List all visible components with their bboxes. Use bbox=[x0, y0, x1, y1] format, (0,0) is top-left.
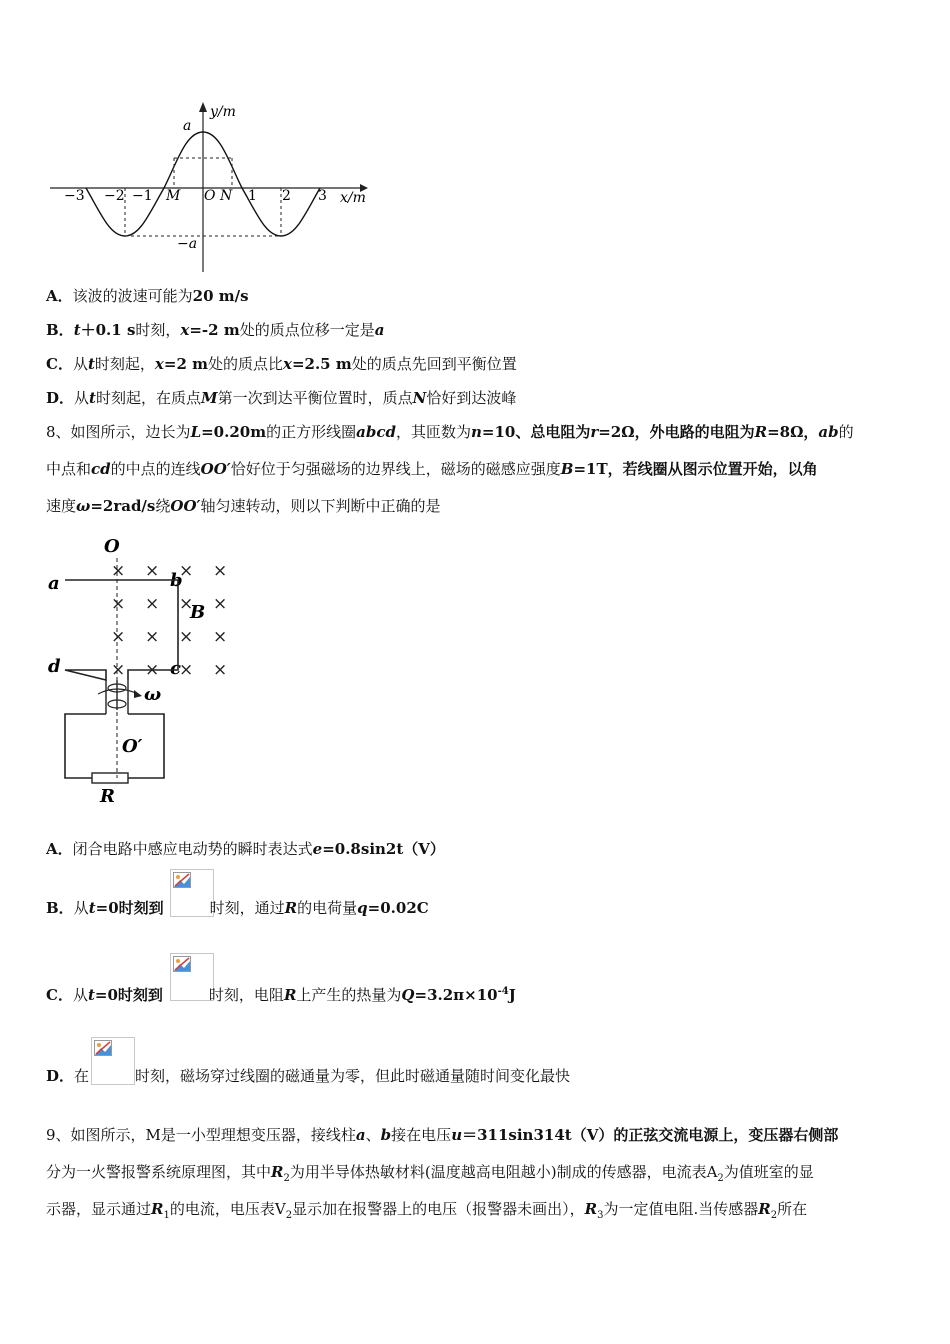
tick-label: −3 bbox=[64, 188, 85, 204]
field-cross: × bbox=[213, 594, 228, 614]
field-cross: × bbox=[111, 561, 126, 581]
label-O-prime: O′ bbox=[122, 736, 143, 757]
label-d: d bbox=[48, 656, 61, 677]
field-cross: × bbox=[145, 594, 160, 614]
q7-option-d: D．从t时刻起，在质点M第一次到达平衡位置时，质点N恰好到达波峰 bbox=[46, 389, 517, 407]
q9-stem-line-2: 分为一火警报警系统原理图，其中$R_2$为用半导体热敏材料(温度越高电阻越小)制成的传感器，电流表$A_2$为值班室的显 bbox=[46, 1163, 814, 1184]
q8-stem-line-2: 中点和cd的中点的连线OO′恰好位于匀强磁场的边界线上，磁场的磁感应强度B=1T，若线圈从图示位置开始，以角 bbox=[46, 460, 818, 478]
tick-label-O: O bbox=[204, 188, 216, 204]
y-axis-label: y/m bbox=[210, 104, 236, 120]
tick-label: −1 bbox=[132, 188, 153, 204]
q8-stem-line-1: 8、如图所示，边长为L=0.20m的正方形线圈abcd，其匝数为n=10、总电阻为r=2Ω，外电路的电阻为R=8Ω，ab的 bbox=[46, 423, 854, 441]
tick-label: 1 bbox=[248, 188, 257, 204]
label-c: c bbox=[170, 658, 181, 679]
label-B: B bbox=[190, 602, 206, 623]
field-cross: × bbox=[145, 660, 160, 680]
q8-stem-line-3: 速度ω=2rad/s绕OO′轴匀速转动，则以下判断中正确的是 bbox=[46, 497, 441, 515]
field-cross: × bbox=[145, 561, 160, 581]
label-a: a bbox=[48, 573, 60, 594]
field-cross: × bbox=[111, 627, 126, 647]
field-cross: × bbox=[179, 660, 194, 680]
q7-option-a: A．该波的波速可能为20 m/s bbox=[46, 287, 249, 305]
wave-figure bbox=[46, 96, 376, 276]
tick-label: 3 bbox=[318, 188, 327, 204]
coil-figure bbox=[40, 534, 250, 814]
q8-option-a: A．闭合电路中感应电动势的瞬时表达式e=0.8sin2t（V） bbox=[46, 840, 445, 858]
field-cross: × bbox=[213, 561, 228, 581]
q8-option-c: C．从t=0时刻到 时刻，电阻R上产生的热量为$Q=3.2\pi\times 10^{-4}J$ bbox=[46, 986, 516, 1004]
x-axis-label: x/m bbox=[340, 190, 366, 206]
field-cross: × bbox=[179, 561, 194, 581]
q9-stem-line-3: 示器，显示通过$R_1$的电流，电压表$V_2$显示加在报警器上的电压（报警器未画出），$R_3$为一定值电阻.当传感器$R_2$所在 bbox=[46, 1200, 808, 1221]
q7-option-c: C．从t时刻起，x=2 m处的质点比x=2.5 m处的质点先回到平衡位置 bbox=[46, 355, 517, 373]
amplitude-pos-label: a bbox=[183, 118, 192, 134]
broken-image-icon bbox=[173, 872, 191, 888]
label-omega: ω bbox=[144, 684, 162, 705]
field-cross: × bbox=[179, 627, 194, 647]
q8-option-d: D．在 时刻，磁场穿过线圈的磁通量为零，但此时磁通量随时间变化最快 bbox=[46, 1067, 571, 1085]
label-O: O bbox=[104, 536, 120, 557]
tick-label-N: N bbox=[220, 188, 233, 204]
field-cross: × bbox=[213, 627, 228, 647]
field-cross: × bbox=[145, 627, 160, 647]
tick-label-M: M bbox=[166, 188, 181, 204]
broken-image-icon bbox=[94, 1040, 112, 1056]
tick-label: −2 bbox=[104, 188, 125, 204]
field-cross: × bbox=[213, 660, 228, 680]
field-cross: × bbox=[111, 594, 126, 614]
broken-image-icon bbox=[173, 956, 191, 972]
field-cross: × bbox=[111, 660, 126, 680]
label-b: b bbox=[170, 570, 183, 591]
tick-label: 2 bbox=[282, 188, 291, 204]
q8-option-b: B．从t=0时刻到 时刻，通过R的电荷量q=0.02C bbox=[46, 899, 429, 917]
amplitude-neg-label: −a bbox=[177, 236, 198, 252]
label-R: R bbox=[100, 786, 115, 807]
q7-option-b: B．t＋0.1 s时刻，x=-2 m处的质点位移一定是a bbox=[46, 321, 385, 339]
field-cross: × bbox=[179, 594, 194, 614]
q9-stem-line-1: 9、如图所示，M是一小型理想变压器，接线柱a、b接在电压u＝311sin314t（V）的正弦交流电源上，变压器右侧部 bbox=[46, 1126, 839, 1144]
